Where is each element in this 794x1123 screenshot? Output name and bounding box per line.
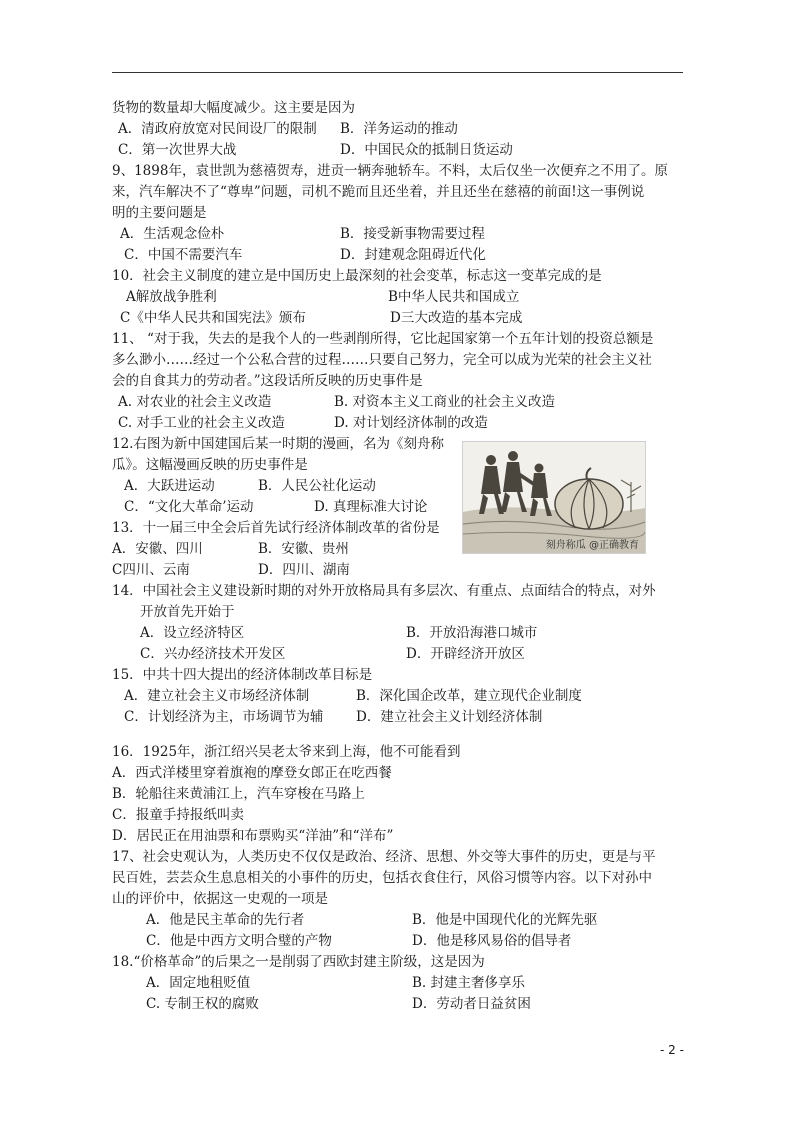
option-a: A．他是民主革命的先行者: [146, 912, 305, 928]
option-c: C．中国不需要汽车: [124, 247, 243, 263]
text-line: 来，汽车解决不了“尊卑”问题，司机不跪而且还坐着，并且还坐在慈禧的前面!这一事例说: [112, 184, 645, 200]
option-d: D．建立社会主义计划经济体制: [356, 709, 543, 725]
cartoon-image: [462, 441, 646, 554]
option-d: D. 真理标准大讨论: [314, 499, 428, 515]
text-line: 货物的数量却大幅度减少。这主要是因为: [112, 100, 355, 116]
option-a: A．设立经济特区: [140, 625, 245, 641]
option-d: D三大改造的基本完成: [390, 310, 523, 326]
option-c: C．报童手持报纸叫卖: [112, 807, 244, 823]
option-d: D．开辟经济开放区: [406, 646, 525, 662]
question-14: 14．中国社会主义建设新时期的对外开放格局具有多层次、有重点、点面结合的特点，对外: [112, 583, 656, 599]
option-b: B．他是中国现代化的光辉先驱: [412, 912, 598, 928]
option-d: D．四川、湖南: [258, 562, 350, 578]
option-a: A．建立社会主义市场经济体制: [124, 688, 310, 704]
option-b: B．人民公社化运动: [258, 478, 376, 494]
option-a: A．生活观念俭朴: [120, 226, 225, 242]
option-c: C．“文化大革命’运动: [124, 499, 254, 515]
option-b: B. 对资本主义工商业的社会主义改造: [334, 394, 556, 410]
option-c: C. 对手工业的社会主义改造: [118, 415, 285, 431]
page-number: - 2 -: [660, 1043, 684, 1057]
option-b: B．深化国企改革，建立现代企业制度: [356, 688, 582, 704]
option-b: B中华人民共和国成立: [388, 289, 520, 305]
question-16: 16．1925年，浙江绍兴吴老太爷来到上海，他不可能看到: [112, 744, 461, 760]
option-c: C. 专制王权的腐败: [146, 996, 259, 1012]
option-c: C《中华人民共和国宪法》颁布: [120, 310, 306, 326]
option-b: B．开放沿海港口城市: [406, 625, 538, 641]
option-d: D．居民正在用油票和布票购买“洋油”和“洋布”: [112, 828, 394, 844]
question-9: 9、1898年，袁世凯为慈禧贺寿，进贡一辆奔驰轿车。不料，太后仅坐一次便弃之不用了。原: [112, 163, 668, 179]
option-a: A．安徽、四川: [112, 541, 203, 557]
option-b: B．安徽、贵州: [258, 541, 349, 557]
question-13: 13．十一届三中全会后首先试行经济体制改革的省份是: [112, 520, 440, 536]
text-line: 多么渺小……经过一个公私合营的过程……只要自己努力，完全可以成为光荣的社会主义社: [112, 352, 652, 368]
option-b: B. 封建主奢侈享乐: [412, 975, 526, 991]
option-b: B．轮船往来黄浦江上，汽车穿梭在马路上: [112, 786, 365, 802]
option-a: A. 对农业的社会主义改造: [118, 394, 272, 410]
option-c: C．他是中西方文明合璧的产物: [146, 933, 332, 949]
option-d: D. 对计划经济体制的改造: [334, 415, 488, 431]
text-line: 山的评价中，依据这一史观的一项是: [112, 891, 328, 907]
question-17: 17、社会史观认为，人类历史不仅仅是政治、经济、思想、外交等大事件的历史，更是与平: [112, 849, 656, 865]
option-b: B．接受新事物需要过程: [340, 226, 485, 242]
option-c: C．计划经济为主，市场调节为辅: [124, 709, 324, 725]
option-c: C四川、云南: [112, 562, 190, 578]
option-d: D．他是移风易俗的倡导者: [412, 933, 572, 949]
question-15: 15．中共十四大提出的经济体制改革目标是: [112, 667, 373, 683]
text-line: 会的自食其力的劳动者。”这段话所反映的历史事件是: [112, 373, 423, 389]
text-line: 民百姓，芸芸众生息息相关的小事件的历史，包括衣食住行，风俗习惯等内容。以下对孙中: [112, 870, 652, 886]
option-a: A．固定地租贬值: [146, 975, 251, 991]
option-d: D．封建观念阻碍近代化: [340, 247, 486, 263]
question-11: 11、 “对于我，失去的是我个人的一些剥削所得，它比起国家第一个五年计划的投资总额是: [112, 331, 654, 347]
option-a: A．西式洋楼里穿着旗袍的摩登女郎正在吃西餐: [112, 765, 392, 781]
option-d: D．中国民众的抵制日货运动: [340, 142, 513, 158]
option-b: B．洋务运动的推动: [340, 121, 458, 137]
question-10: 10．社会主义制度的建立是中国历史上最深刻的社会变革，标志这一变革完成的是: [112, 268, 602, 284]
option-a: A解放战争胜利: [126, 289, 217, 305]
option-a: A．清政府放宽对民间设厂的限制: [118, 121, 317, 137]
question-12: 12.右图为新中国建国后某一时期的漫画，名为《刻舟称: [112, 436, 444, 452]
option-a: A．大跃进运动: [124, 478, 215, 494]
option-d: D．劳动者日益贫困: [412, 996, 531, 1012]
header-rule: [112, 72, 683, 73]
option-c: C．第一次世界大战: [118, 142, 237, 158]
text-line: 开放首先开始于: [140, 604, 235, 620]
question-18: 18.“价格革命”的后果之一是削弱了西欧封建主阶级，这是因为: [112, 954, 485, 970]
text-line: 瓜》。这幅漫画反映的历史事件是: [112, 457, 308, 473]
cartoon-caption: 刻舟称瓜 @正确教育: [545, 540, 639, 551]
text-line: 明的主要问题是: [112, 205, 207, 221]
option-c: C．兴办经济技术开发区: [140, 646, 286, 662]
